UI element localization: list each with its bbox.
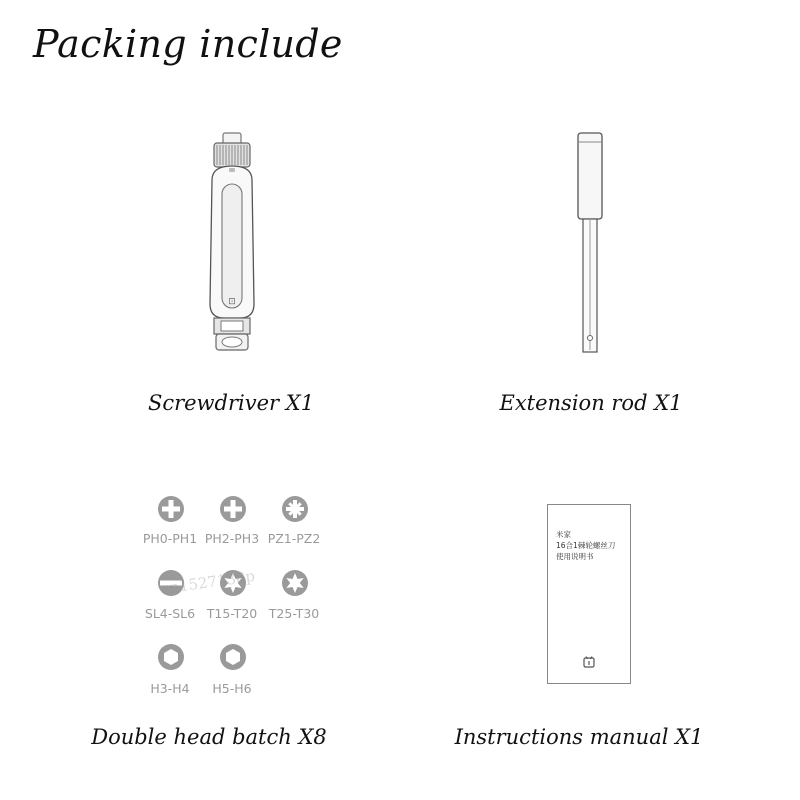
page-title: Packing include <box>33 22 343 66</box>
svg-text:⊡: ⊡ <box>228 297 236 307</box>
watermark: cn1527138p <box>160 566 257 598</box>
screwdriver-caption: Screwdriver X1 <box>147 391 315 415</box>
screwdriver-illustration <box>200 128 270 358</box>
bit-label: PH2-PH3 <box>204 531 260 546</box>
pozidriv-bit-icon <box>281 495 309 523</box>
hex-bit-icon <box>157 643 185 671</box>
bit-label: H3-H4 <box>150 681 190 696</box>
torx-bit-icon <box>281 569 309 597</box>
bit-label: H5-H6 <box>212 681 252 696</box>
phillips-bit-icon <box>157 495 185 523</box>
manual-booklet <box>547 504 631 684</box>
extension-rod-caption: Extension rod X1 <box>499 391 683 415</box>
manual-title-line2: 16合1棘轮螺丝刀 <box>556 541 616 550</box>
extension-rod-illustration <box>570 128 610 358</box>
bit-label: T25-T30 <box>268 606 320 621</box>
bit-label: PZ1-PZ2 <box>267 531 321 546</box>
phillips-bit-icon <box>219 495 247 523</box>
bit-label: T15-T20 <box>206 606 258 621</box>
manual-title-line1: 米家 <box>556 530 571 539</box>
hex-bit-icon <box>219 643 247 671</box>
bit-label: PH0-PH1 <box>142 531 198 546</box>
bits-caption: Double head batch X8 <box>91 725 327 749</box>
bit-label: SL4-SL6 <box>144 606 196 621</box>
manual-title-line3: 使用说明书 <box>556 552 594 561</box>
mi-logo-icon <box>582 655 596 669</box>
manual-caption: Instructions manual X1 <box>454 725 704 749</box>
